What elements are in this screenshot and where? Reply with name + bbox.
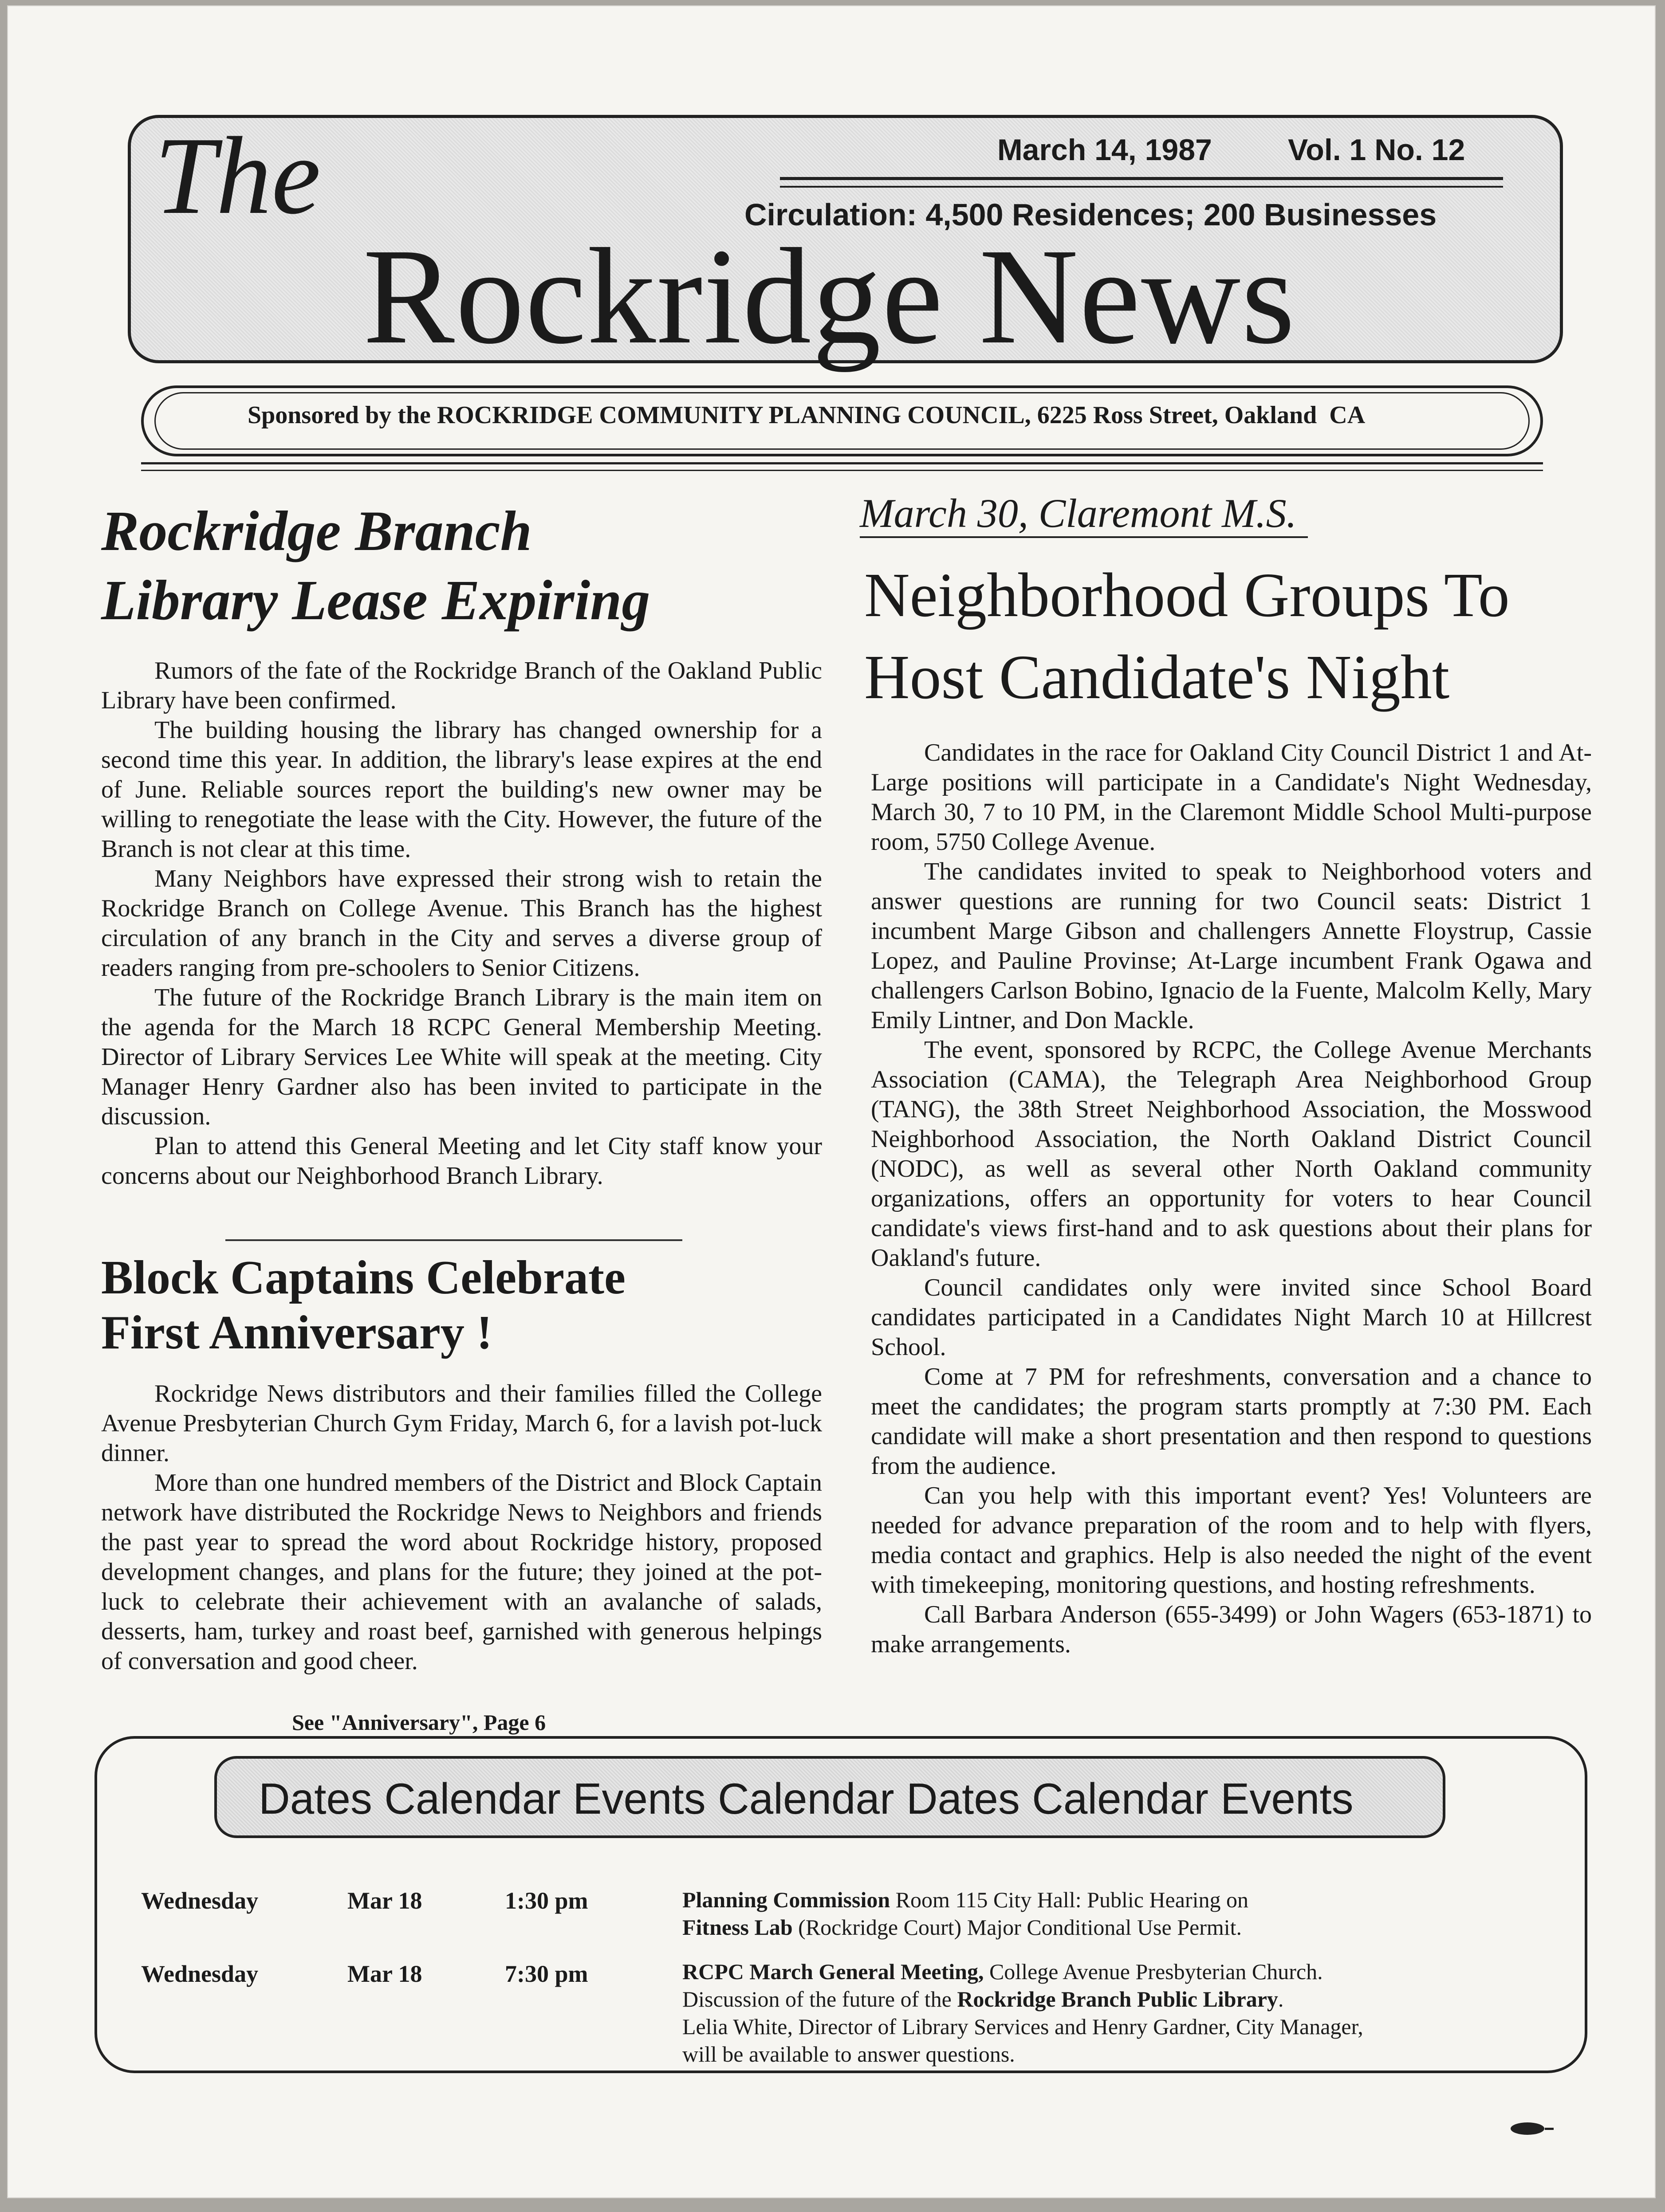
candidate-paragraph: Candidates in the race for Oakland City Council District 1 and At-Large positions will participate in a Candidate's Night Wednesday, March 30, 7 to 10 PM, in the Claremont Middle School Multi-purpose room, 5750 College Avenue. [871, 739, 1592, 856]
candidate-kicker: March 30, Claremont M.S. [860, 491, 1297, 536]
library-article-body [101, 656, 822, 1191]
block-captains-body [101, 1379, 822, 1676]
event-detail: (Rockridge Court) Major Conditional Use Permit. [792, 1915, 1242, 1940]
library-headline-line2: Library Lease Expiring [101, 569, 650, 632]
event-date: Mar 18 [347, 1961, 422, 1987]
event-subject: Rockridge Branch Public Library [957, 1987, 1278, 2012]
sponsor-line: Sponsored by the ROCKRIDGE COMMUNITY PLANNING COUNCIL, 6225 Ross Street, Oakland CA [248, 401, 1366, 429]
candidate-paragraph: Come at 7 PM for refreshments, conversation and a chance to meet the candidates; the program starts promptly at 7:30 PM. Each candidate will make a short presentation and then respond to questions from the audience. [871, 1363, 1592, 1480]
masthead-rule [780, 177, 1503, 180]
newspaper-page [8, 6, 1655, 2197]
candidate-article-body [871, 738, 1592, 1659]
candidate-paragraph: Can you help with this important event? Yes! Volunteers are needed for advance preparation of the room and to help with flyers, media contact and graphics. Help is also needed the night of the event with timekeeping, monitoring questions, and hosting refreshments. [871, 1482, 1592, 1599]
library-paragraph: The building housing the library has changed ownership for a second time this year. In addition, the library's lease expires at the end of June. Reliable sources report the building's new owner may be willing to renegotiate the lease with the City. However, the future of the Branch is not clear at this time. [101, 716, 822, 863]
newspaper-nameplate: Rockridge News [363, 220, 1296, 373]
masthead-rule [780, 186, 1503, 188]
issue-date: March 14, 1987 [997, 133, 1212, 167]
continue-arrow-icon [1508, 2118, 1556, 2140]
library-paragraph: Many Neighbors have expressed their strong wish to retain the Rockridge Branch on College Avenue. This Branch has the highest circulation of any branch in the City and serves a diverse group of readers ranging from pre-schoolers to Senior Citizens. [101, 865, 822, 982]
library-paragraph: Plan to attend this General Meeting and let City staff know your concerns about our Neighborhood Branch Library. [101, 1132, 822, 1190]
candidate-headline [864, 554, 1618, 718]
event-title: RCPC March General Meeting, [682, 1959, 984, 1984]
candidate-headline-line1: Neighborhood Groups To [864, 560, 1510, 630]
article-divider [225, 1239, 682, 1241]
event-subject: Fitness Lab [682, 1915, 793, 1940]
event-day: Wednesday [141, 1887, 259, 1914]
issue-volume: Vol. 1 No. 12 [1288, 133, 1465, 167]
event-detail: Discussion of the future of the [682, 1987, 957, 2012]
candidate-paragraph: The event, sponsored by RCPC, the College Avenue Merchants Association (CAMA), the Telegraph Area Neighborhood Group (TANG), the 38th Street Neighborhood Association, the Mosswood Neighborhood Association, the North Oakland District Council (NODC), as well as several other North Oakland community organizations, offers an opportunity for voters to hear Council candidate's views first-hand and to ask questions about their plans for Oakland's future. [871, 1036, 1592, 1272]
event-day: Wednesday [141, 1961, 259, 1987]
kicker-underline [860, 536, 1308, 538]
library-headline-line1: Rockridge Branch [101, 499, 532, 562]
event-time: 1:30 pm [505, 1887, 588, 1914]
event-detail: Lelia White, Director of Library Services and Henry Gardner, City Manager, [682, 2014, 1363, 2039]
block-headline-line2: First Anniversary ! [101, 1306, 492, 1359]
calendar-title: Dates Calendar Events Calendar Dates Calendar Events [259, 1774, 1354, 1823]
library-paragraph: The future of the Rockridge Branch Library is the main item on the agenda for the March 18 RCPC General Membership Meeting. Director of Library Services Lee White will speak at the meeting. City Manager Henry Gardner also has been invited to participate in the discussion. [101, 984, 822, 1130]
event-time: 7:30 pm [505, 1961, 588, 1987]
event-detail: College Avenue Presbyterian Church. [984, 1959, 1323, 1984]
masthead-the: The [154, 114, 321, 237]
candidate-paragraph: The candidates invited to speak to Neighborhood voters and answer questions are running for two Council seats: District 1 incumbent Marge Gibson and challengers Annette Floystrup, Cassie Lopez, and Pauline Provinse; At-Large incumbent Frank Ogawa and challengers Carlson Bobino, Ignacio de la Fuente, Malcolm Kelly, Mary Emily Lintner, and Don Mackle. [871, 858, 1592, 1034]
continued-on-page: See "Anniversary", Page 6 [292, 1710, 546, 1735]
header-rule [141, 462, 1543, 464]
event-title: Planning Commission [682, 1887, 890, 1912]
block-paragraph: More than one hundred members of the District and Block Captain network have distributed the Rockridge News to Neighbors and friends the past year to spread the word about Rockridge history, proposed development changes, and plans for the future; they joined at the pot-luck to celebrate their achievement with an avalanche of salads, desserts, ham, turkey and roast beef, garnished with generous helpings of conversation and good cheer. [101, 1469, 822, 1675]
candidate-paragraph: Council candidates only were invited since School Board candidates participated in a Candidates Night March 10 at Hillcrest School. [871, 1274, 1592, 1361]
event-description [682, 1886, 1437, 1941]
event-description [682, 1958, 1437, 2068]
event-date: Mar 18 [347, 1887, 422, 1914]
library-headline [101, 496, 833, 635]
block-captains-headline [101, 1250, 833, 1360]
candidate-headline-line2: Host Candidate's Night [864, 641, 1450, 712]
block-headline-line1: Block Captains Celebrate [101, 1251, 626, 1304]
circulation-line: Circulation: 4,500 Residences; 200 Businesses [744, 197, 1437, 232]
library-paragraph: Rumors of the fate of the Rockridge Branch of the Oakland Public Library have been confirmed. [101, 657, 822, 714]
header-rule [141, 470, 1543, 471]
event-detail: will be available to answer questions. [682, 2042, 1015, 2067]
block-paragraph: Rockridge News distributors and their families filled the College Avenue Presbyterian Church Gym Friday, March 6, for a lavish pot-luck dinner. [101, 1380, 822, 1467]
candidate-paragraph: Call Barbara Anderson (655-3499) or John Wagers (653-1871) to make arrangements. [871, 1601, 1592, 1658]
event-detail: . [1278, 1987, 1284, 2012]
event-detail: Room 115 City Hall: Public Hearing on [890, 1887, 1248, 1912]
